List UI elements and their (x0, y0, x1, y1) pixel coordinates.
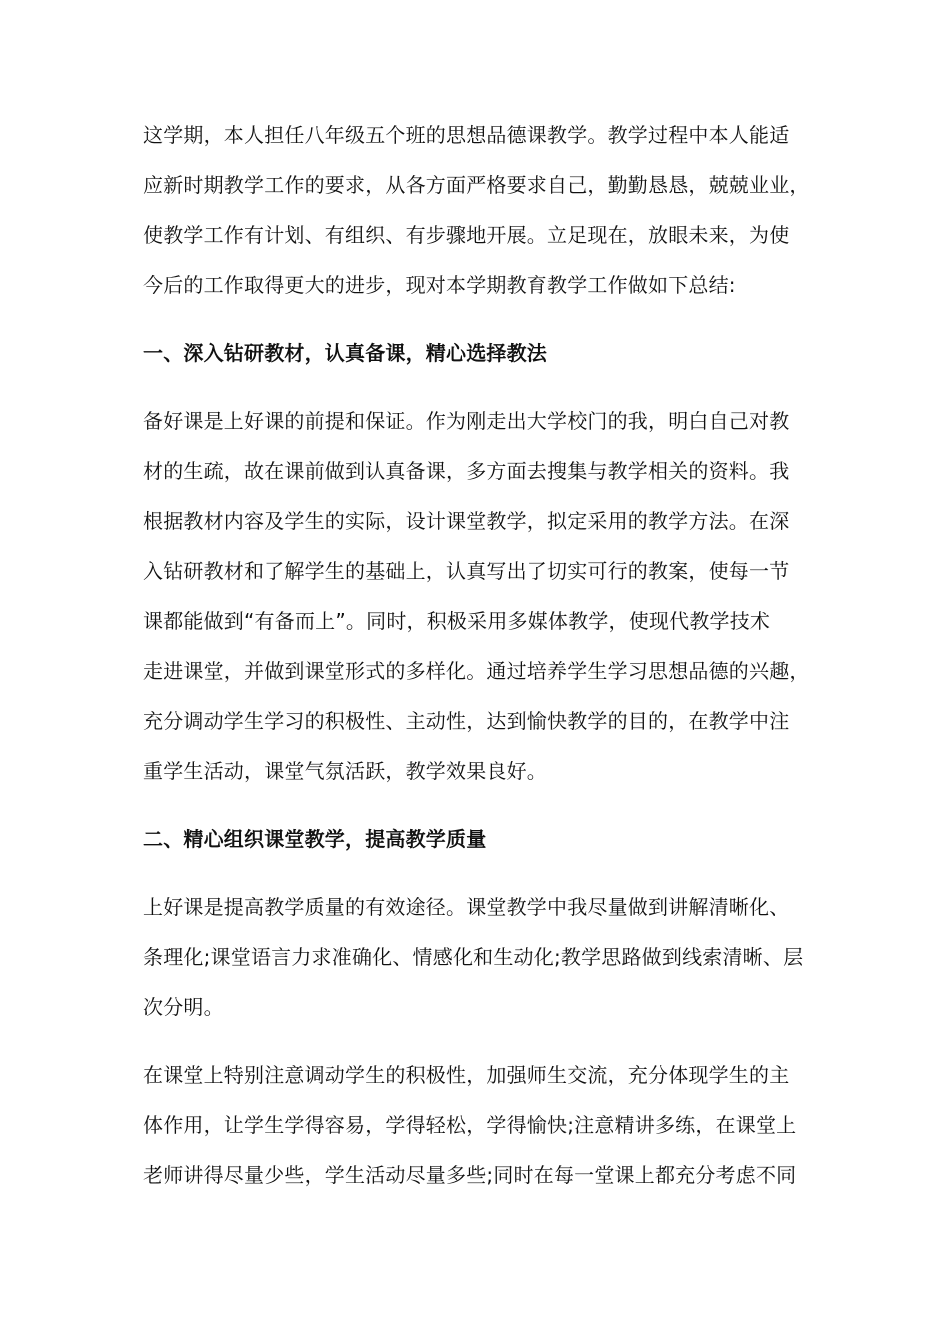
text-line: 根据教材内容及学生的实际，设计课堂教学，拟定采用的教学方法。在深 (143, 509, 790, 533)
text-line: 这学期，本人担任八年级五个班的思想品德课教学。教学过程中本人能适 (143, 123, 790, 147)
text-line: 体作用，让学生学得容易，学得轻松，学得愉快;注意精讲多练，在课堂上 (143, 1113, 797, 1137)
text-line: 充分调动学生学习的积极性、主动性，达到愉快教学的目的，在教学中注 (143, 709, 790, 733)
intro-paragraph (143, 110, 950, 310)
text-line: 老师讲得尽量少些，学生活动尽量多些;同时在每一堂课上都充分考虑不同 (143, 1163, 797, 1187)
text-line: 上好课是提高教学质量的有效途径。课堂教学中我尽量做到讲解清晰化、 (143, 895, 790, 919)
text-line: 使教学工作有计划、有组织、有步骤地开展。立足现在，放眼未来，为使 (143, 223, 790, 247)
text-line: 应新时期教学工作的要求，从各方面严格要求自己，勤勤恳恳，兢兢业业， (143, 173, 810, 197)
heading-text: 二、精心组织课堂教学，提高教学质量 (143, 827, 487, 851)
text-line: 材的生疏，故在课前做到认真备课，多方面去搜集与教学相关的资料。我 (143, 459, 790, 483)
section-2-heading (143, 814, 950, 864)
text-line: 条理化;课堂语言力求准确化、情感化和生动化;教学思路做到线索清晰、层 (143, 945, 804, 969)
section-2-paragraph-1 (143, 882, 950, 1032)
text-line: 课都能做到“有备而上”。同时，积极采用多媒体教学，使现代教学技术 (143, 609, 771, 633)
text-line: 入钻研教材和了解学生的基础上，认真写出了切实可行的教案，使每一节 (143, 559, 790, 583)
text-line: 走进课堂，并做到课堂形式的多样化。通过培养学生学习思想品德的兴趣， (143, 659, 810, 683)
text-line: 在课堂上特别注意调动学生的积极性，加强师生交流，充分体现学生的主 (143, 1063, 790, 1087)
section-2-paragraph-2 (143, 1050, 950, 1200)
text-line: 备好课是上好课的前提和保证。作为刚走出大学校门的我，明白自己对教 (143, 409, 790, 433)
text-line: 重学生活动，课堂气氛活跃，教学效果良好。 (143, 759, 547, 783)
section-1-paragraph (143, 396, 950, 796)
text-line: 次分明。 (143, 995, 224, 1019)
text-line: 今后的工作取得更大的进步，现对本学期教育教学工作做如下总结: (143, 273, 736, 297)
heading-text: 一、深入钻研教材，认真备课，精心选择教法 (143, 341, 547, 365)
section-1-heading (143, 328, 950, 378)
